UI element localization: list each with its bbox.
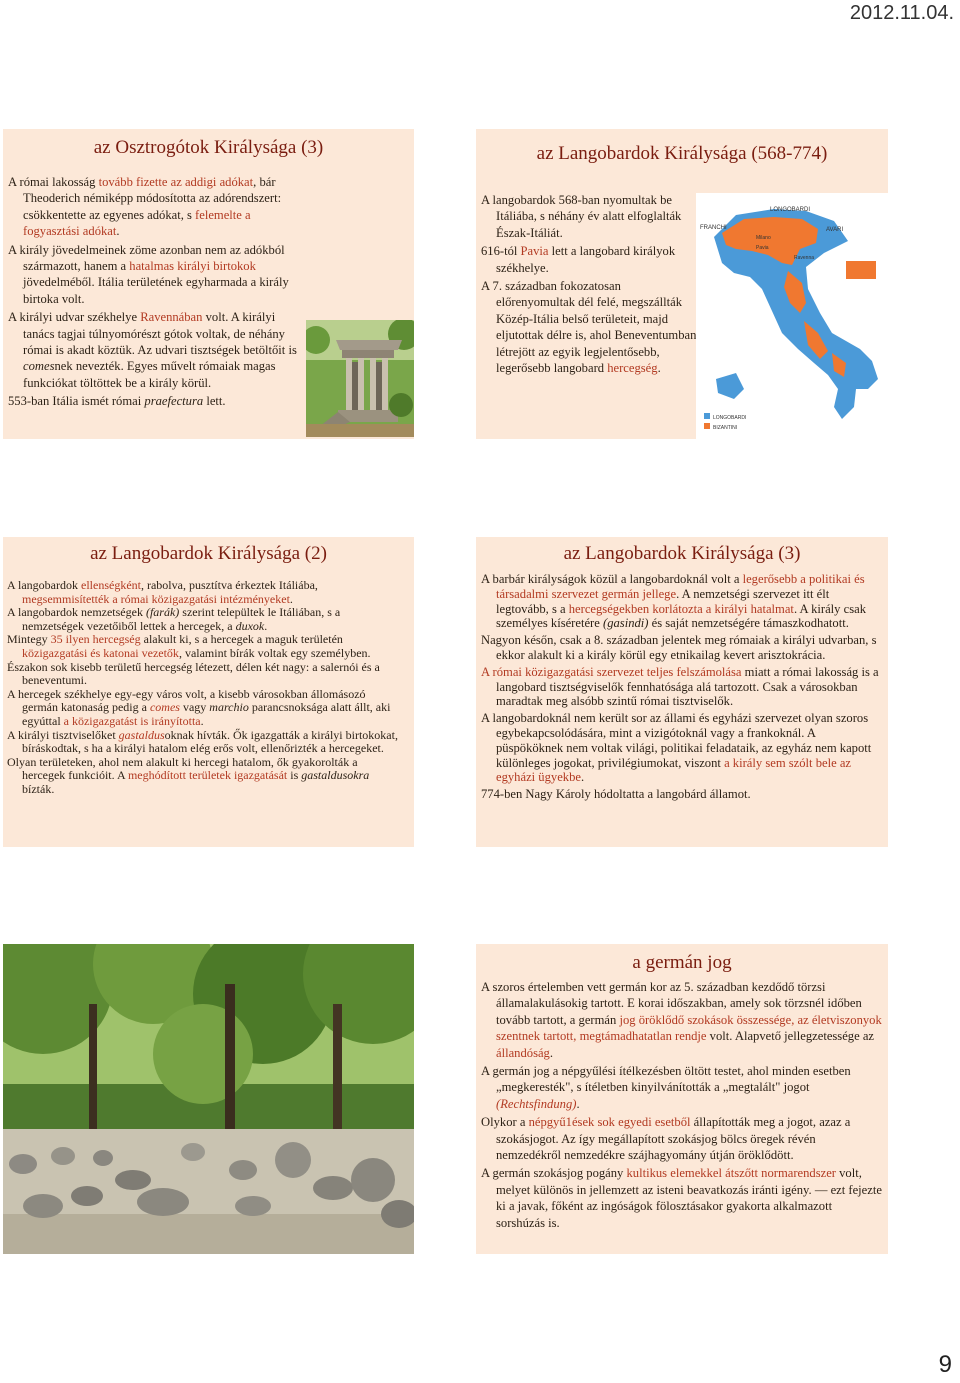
slide-body	[481, 979, 883, 1233]
paragraph: A langobardok ellenségként, rabolva, pusztítva érkeztek Itáliába, megsemmisítették a római közigazgatási intézményeket.	[7, 578, 318, 606]
map-label: AVARI	[826, 227, 844, 233]
paragraph: 616-tól Pavia lett a langobard királyok székhelye.	[481, 244, 676, 275]
slide-german-jog	[476, 944, 888, 1254]
slide-title: az Langobardok Királysága (2)	[90, 543, 327, 564]
paragraph: Északon sok kisebb területű hercegség létezett, délen két nagy: a salernói és a beneventumi.	[7, 659, 380, 688]
slide-body	[8, 174, 304, 412]
paragraph: A 7. században fokozatosan előrenyomultak dél felé, megszállták Közép-Itália belső területeit, majd eljutottak délre is, ahol Beneventumban létrejött az egyik legjelentősebb, legerősebb langobard hercegség.	[481, 279, 697, 376]
paragraph: A szoros értelemben vett germán kor az 5. században kezdődő törzsi államalakulásokig tartott. E korai időszakban, amely sok törzsnél időben tovább tartott, a germán jog öröklődő szokások összessége, az életviszonyok szentnek tartott, megtámadhatatlan rendje volt. Alapvető jellegzetessége az állandóság.	[481, 980, 882, 1060]
paragraph: 774-ben Nagy Károly hódoltatta a langobárd államot.	[481, 787, 751, 802]
slide-title: a germán jog	[632, 952, 732, 973]
slide-langobardok-3	[476, 537, 888, 847]
map-label: Pavia	[756, 245, 769, 251]
paragraph: 553-ban Itália ismét római praefectura lett.	[8, 394, 226, 409]
slide-body	[481, 572, 883, 804]
paragraph: Mintegy 35 ilyen hercegség alakult ki, s a hercegek a maguk területén közigazgatási és katonai vezetők, valamint bírák voltak egy személyben.	[7, 632, 371, 660]
paragraph: A király jövedelmeinek zöme azonban nem az adókból származott, hanem a hatalmas királyi birtokok jövedelméből. Itália területének egyharmada a király birtoka volt.	[8, 242, 289, 306]
map-label: Milano	[756, 235, 771, 241]
slide-title: az Langobardok Királysága (568-774)	[536, 143, 828, 164]
paragraph: A hercegek székhelye egy-egy város volt, a kisebb városokban állomásozó germán katonaság pedig a comes vagy marchio parancsnoksága alatt állt, aki egyúttal a közigazgatást is irányította.	[7, 686, 391, 728]
paragraph: A római közigazgatási szervezet teljes felszámolása miatt a római lakosság is a langobard tisztségviselők fennhatósága alá tartozott. Csak a városokban maradtak meg alsóbb szintű római tisztviselők.	[481, 664, 879, 709]
paragraph: A langobardok nemzetségek (farák) szerint települtek le Itáliában, s a nemzetségek vezetőiből lettek a hercegek, a duxok.	[7, 605, 341, 633]
slide-langobardok-2	[3, 537, 414, 847]
header-date: 2012.11.04.	[849, 2, 954, 24]
paragraph: A királyi udvar székhelye Ravennában volt. A királyi tanács tagjai túlnyomórészt gótok voltak, de néhány római is akadt köztük. Az udvari tisztségek betöltőit is comesnek nevezték. Egyes művelt rómaiak magas funkciókat töltöttek be a király körül.	[8, 310, 297, 390]
slide-langobardok-568-774	[476, 129, 888, 439]
temple-photo	[306, 320, 414, 437]
map-label: LONGOBARDI	[770, 207, 811, 213]
legend-label: LONGOBARDI	[713, 415, 747, 421]
paragraph: Olyan területeken, ahol nem alakult ki hercegi hatalom, ők gyakorolták a hercegek funkcióit. A meghódított területek igazgatását is gastaldusokra bízták.	[7, 754, 370, 796]
paragraph: Olykor a népgyű1ések sok egyedi esetből állapították meg a jogot, azaz a szokásjogot. Az így megállapított szokásjog bölcs öregek révén nemzedékről nemzedékre szájhagyomány útján öröklődött.	[481, 1115, 851, 1163]
paragraph: A germán szokásjog pogány kultikus elemekkel átszőtt normarendszer volt, melyet különös in jellemzett az isteni beavatkozás iránti igény. — ezt fejezte ki a javak, főként az ingóságok fölosztásakor gyakorta alkalmazott sorshúzás is.	[481, 1166, 882, 1230]
page-number: 9	[938, 1351, 952, 1378]
slide-body	[481, 192, 697, 378]
paragraph: A langobardoknál nem került sor az állami és egyházi szervezet olyan szoros egybekapcsolódására, mint a vizigótoknál vagy a frankoknál. A püspököknek nem voltak világi, politikai feladataik, az egyház nem kapott különleges jogokat, privilégiumokat, viszont a király sem szólt bele az egyházi ügyekbe.	[481, 711, 872, 785]
slide-title: az Osztrogótok Királysága (3)	[93, 137, 324, 158]
paragraph: A római lakosság tovább fizette az addigi adókat, bár Theoderich némiképp módosította az adórendszert: csökkentette az egyenes adókat, s felemelte a fogyasztási adókat.	[8, 175, 282, 239]
map-label: Ravenna	[794, 255, 815, 261]
paragraph: A barbár királyságok közül a langobardoknál volt a legerősebb a politikai és társadalmi szervezet germán jellege. A nemzetségi szervezet itt élt legtovább, s a hercegségekben korlátozta a királyi hatalmat. A király csak személyes kíséretére (gasindi) és saját nemzetségére támaszkodhatott.	[481, 572, 866, 631]
paragraph: A langobardok 568-ban nyomultak be Itáliába, s néhány év alatt elfoglalták Észak-Itáliát.	[481, 193, 682, 240]
slide-title: az Langobardok Királysága (3)	[563, 543, 801, 564]
map-label: FRANCHI	[700, 225, 727, 231]
legend-label: BIZANTINI	[713, 425, 738, 431]
slide-osztrogotok-3	[3, 129, 414, 439]
paragraph: Nagyon későn, csak a 8. században jelentek meg rómaiak a királyi udvarban, s ekkor alakult ki a király körül egy etnikailag kevert arisztokrácia.	[481, 633, 877, 662]
forest-stones-photo	[3, 944, 414, 1254]
italy-map	[696, 193, 888, 439]
paragraph: A germán jog a népgyűlési ítélkezésben öltött testet, ahol minden esetben „megkeresték", s ítéletben kinyilvánították a „megtalált" jogot (Rechtsfindung).	[481, 1064, 851, 1111]
slide-body	[7, 579, 403, 797]
paragraph: A királyi tisztviselőket gastaldusoknak hívták. Ők igazgatták a királyi birtokokat, bíráskodtak, s ha a királyi hatalom elég erős volt, ellenőrizték a hercegeket.	[7, 727, 398, 756]
